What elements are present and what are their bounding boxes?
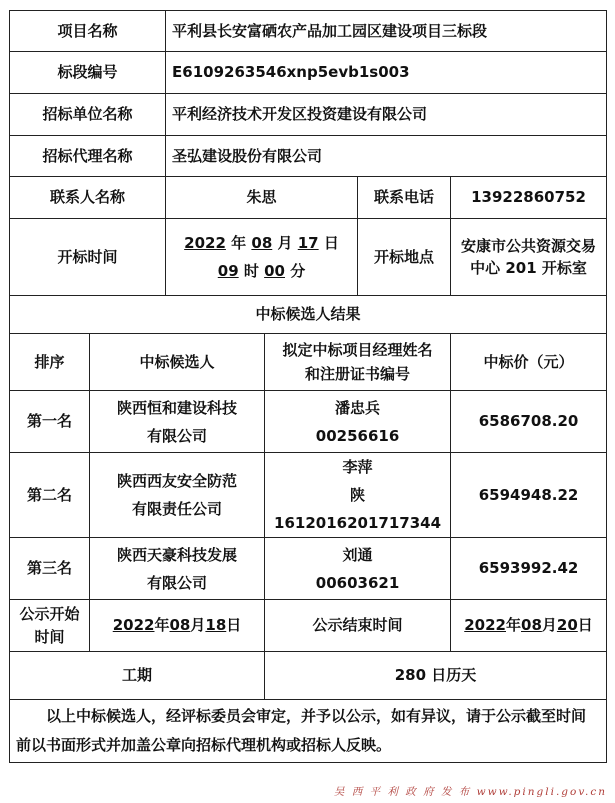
publicity-start-label bbox=[10, 600, 90, 652]
start-day: 18 bbox=[205, 616, 227, 634]
result-section-title: 中标候选人结果 bbox=[10, 296, 607, 334]
row-manager bbox=[265, 391, 451, 453]
company-line1: 陕西恒和建设科技 bbox=[117, 398, 238, 417]
unit-day: 日 bbox=[226, 616, 242, 634]
row-company bbox=[90, 391, 265, 453]
period-value: 280 日历天 bbox=[265, 652, 607, 700]
unit-year: 年 bbox=[506, 616, 522, 634]
row-price: 6594948.22 bbox=[451, 453, 607, 538]
unit-year: 年 bbox=[231, 234, 247, 252]
row-manager bbox=[265, 453, 451, 538]
row-company bbox=[90, 453, 265, 538]
open-month: 08 bbox=[251, 234, 273, 252]
contact-value: 朱思 bbox=[166, 177, 358, 219]
table-row bbox=[10, 453, 607, 538]
company-line2: 有限公司 bbox=[147, 573, 208, 592]
header-rank: 排序 bbox=[10, 334, 90, 391]
row-rank: 第三名 bbox=[10, 538, 90, 600]
section-code-label: 标段编号 bbox=[10, 52, 166, 94]
publicity-start-label-line1: 公示开始 bbox=[19, 604, 80, 623]
open-place-label: 开标地点 bbox=[358, 219, 451, 296]
company-line1: 陕西西友安全防范 bbox=[117, 472, 238, 490]
header-candidate: 中标候选人 bbox=[90, 334, 265, 391]
period-label: 工期 bbox=[10, 652, 265, 700]
row-rank: 第一名 bbox=[10, 391, 90, 453]
project-name-label: 项目名称 bbox=[10, 11, 166, 52]
phone-label: 联系电话 bbox=[358, 177, 451, 219]
bid-result-table bbox=[9, 10, 607, 763]
row-price: 6586708.20 bbox=[451, 391, 607, 453]
notice-text: 以上中标候选人，经评标委员会审定，并予以公示，如有异议，请于公示截至时间前以书面形式并加盖公章向招标代理机构或招标人反映。 bbox=[10, 700, 607, 763]
manager-cert: 陕 1612016201717344 bbox=[274, 486, 442, 532]
header-manager-line2: 和注册证书编号 bbox=[305, 365, 411, 383]
manager-cert: 00256616 bbox=[315, 426, 400, 445]
table-row bbox=[10, 391, 607, 453]
open-time-value bbox=[166, 219, 358, 296]
unit-month: 月 bbox=[541, 616, 557, 634]
agent-label: 招标代理名称 bbox=[10, 136, 166, 177]
start-month: 08 bbox=[169, 616, 191, 634]
manager-name: 潘忠兵 bbox=[335, 398, 381, 417]
unit-month: 月 bbox=[190, 616, 206, 634]
company-line1: 陕西天豪科技发展 bbox=[117, 545, 238, 564]
open-time-label: 开标时间 bbox=[10, 219, 166, 296]
open-hour: 09 bbox=[217, 262, 239, 280]
manager-name: 刘通 bbox=[342, 545, 373, 564]
project-name-value: 平利县长安富硒农产品加工园区建设项目三标段 bbox=[166, 11, 607, 52]
header-manager bbox=[265, 334, 451, 391]
open-year: 2022 bbox=[184, 234, 226, 252]
company-line2: 有限公司 bbox=[147, 426, 208, 445]
section-code-value: E6109263546xnp5evb1s003 bbox=[166, 52, 607, 94]
unit-year: 年 bbox=[154, 616, 170, 634]
unit-month: 月 bbox=[277, 234, 293, 252]
row-manager bbox=[265, 538, 451, 600]
site-watermark: 吴 西 平 利 政 府 发 布 www.pingli.gov.cn bbox=[333, 786, 607, 798]
phone-value: 13922860752 bbox=[451, 177, 607, 219]
row-company bbox=[90, 538, 265, 600]
table-row bbox=[10, 538, 607, 600]
open-place-value: 安康市公共资源交易中心 201 开标室 bbox=[451, 219, 607, 296]
unit-hour: 时 bbox=[243, 262, 259, 280]
row-rank: 第二名 bbox=[10, 453, 90, 538]
tenderer-value: 平利经济技术开发区投资建设有限公司 bbox=[166, 94, 607, 136]
company-line2: 有限责任公司 bbox=[132, 500, 223, 518]
unit-day: 日 bbox=[577, 616, 593, 634]
publicity-start-value bbox=[90, 600, 265, 652]
end-month: 08 bbox=[521, 616, 542, 634]
publicity-end-label: 公示结束时间 bbox=[265, 600, 451, 652]
agent-value: 圣弘建设股份有限公司 bbox=[166, 136, 607, 177]
open-day: 17 bbox=[297, 234, 319, 252]
header-price: 中标价（元） bbox=[451, 334, 607, 391]
row-price: 6593992.42 bbox=[451, 538, 607, 600]
unit-day: 日 bbox=[323, 234, 339, 252]
open-minute: 00 bbox=[264, 262, 285, 280]
end-year: 2022 bbox=[464, 616, 506, 634]
contact-label: 联系人名称 bbox=[10, 177, 166, 219]
manager-cert: 00603621 bbox=[315, 573, 400, 592]
end-day: 20 bbox=[556, 616, 578, 634]
publicity-end-value bbox=[451, 600, 607, 652]
manager-name: 李萍 bbox=[342, 458, 373, 476]
unit-minute: 分 bbox=[290, 262, 306, 280]
tenderer-label: 招标单位名称 bbox=[10, 94, 166, 136]
header-manager-line1: 拟定中标项目经理姓名 bbox=[282, 341, 433, 359]
publicity-start-label-line2: 时间 bbox=[34, 627, 65, 646]
start-year: 2022 bbox=[112, 616, 155, 634]
